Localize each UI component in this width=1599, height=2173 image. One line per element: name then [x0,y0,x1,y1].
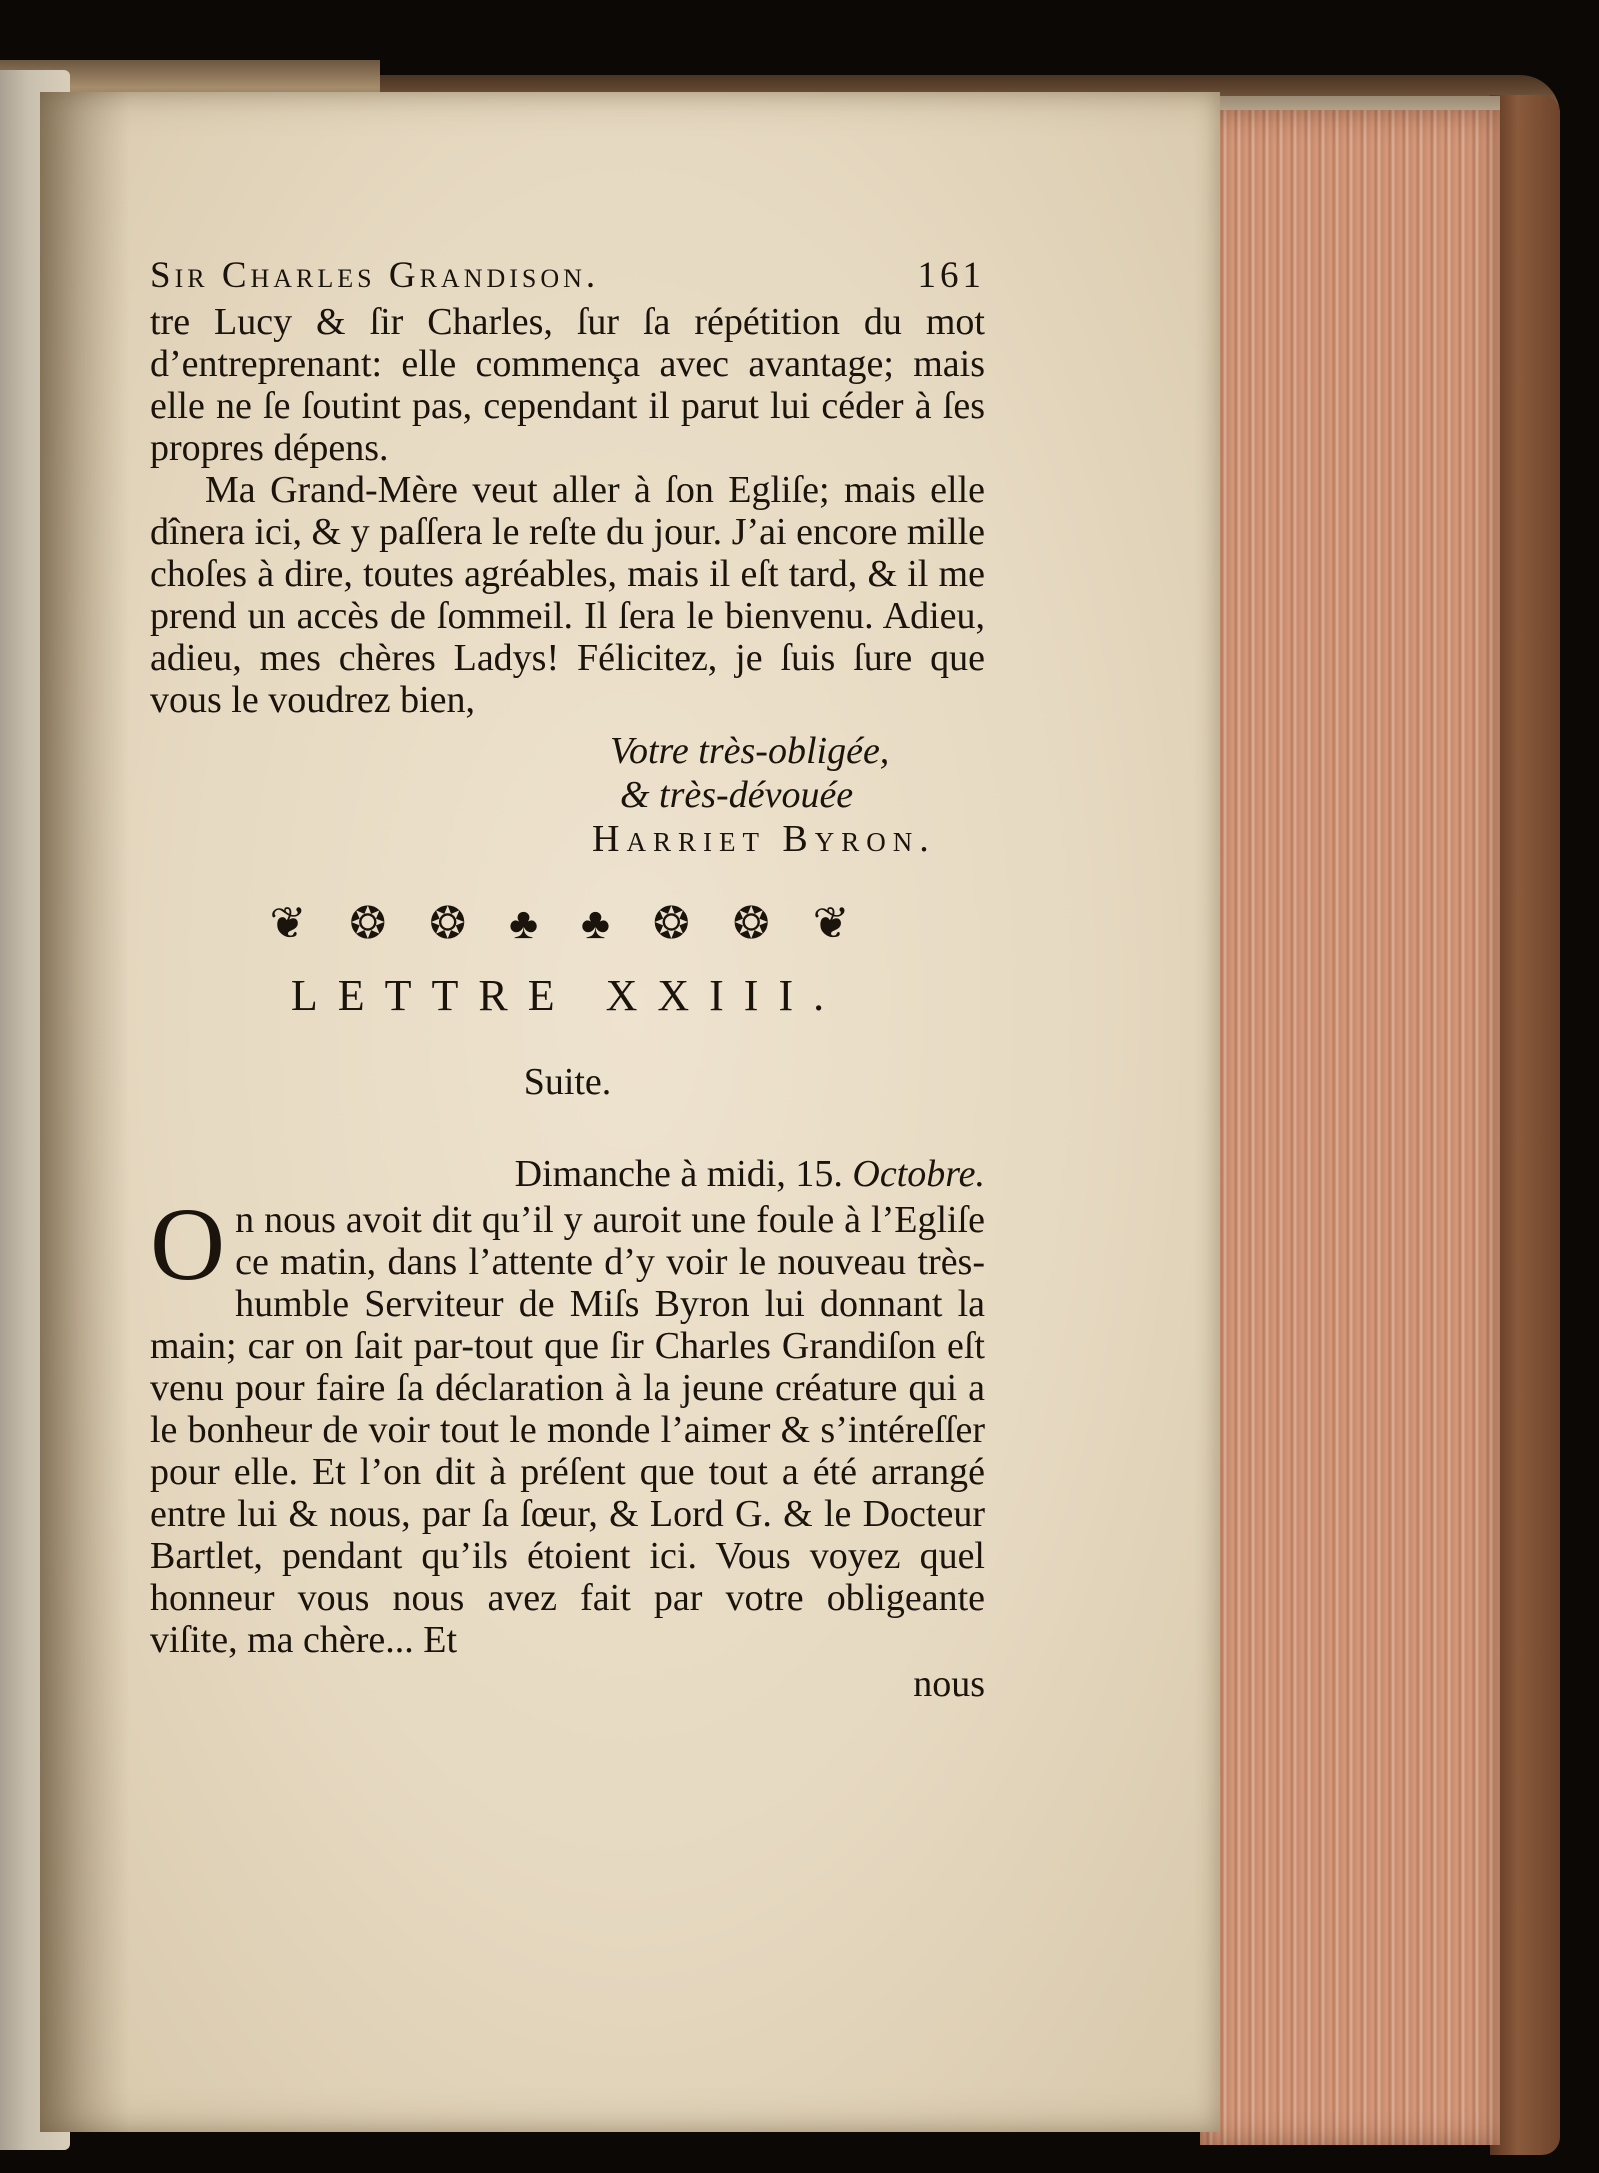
closing-line: & très-dévouée [620,774,854,816]
letter-subtitle: Suite. [523,1061,612,1103]
letter-closing [150,729,985,817]
drop-cap: O [150,1187,226,1302]
page-number: 161 [917,255,985,296]
gutter-shadow [40,92,130,2132]
dateline-month: Octobre. [852,1153,985,1195]
paragraph: Ma Grand-Mère veut aller à ſon Egliſe; mais elle dînera ici, & y paſſera le reſte du jour. J’ai encore mille choſes à dire, toutes agréables, mais il eſt tard, & il me prend un accès de ſommeil. Il ſera le bienvenu. Adieu, adieu, mes chères Ladys! Félicitez, je ſuis ſure que vous le voudrez bien, [150,469,985,721]
page-fore-edge [1200,110,1500,2145]
letter-body-text: n nous avoit dit qu’il y auroit une foule à l’Egliſe ce matin, dans l’attente d’y voir le nouveau très-humble Serviteur de Miſs Byron lui donnant la main; car on ſait par-tout que ſir Charles Grandiſon eſt venu pour faire ſa déclaration à la jeune créature qui a le bonheur de voir tout le monde l’aimer & s’intéreſſer pour elle. Et l’on dit à préſent que tout a été arrangé entre lui & nous, par ſa ſœur, & Lord G. & le Docteur Bartlet, pendant qu’ils étoient ici. Vous voyez quel honneur vous nous avez fait par votre obligeante viſite, ma chère... Et [150,1199,985,1661]
dateline-day: Dimanche à midi, 15. [514,1153,843,1195]
letter-body [150,1187,985,1661]
running-head-title: Sir Charles Grandison. [150,255,600,296]
closing-line: Votre très-obligée, [610,730,890,772]
printers-ornament-band: ❦ ❂ ❂ ♣ ♣ ❂ ❂ ❦ [269,899,866,948]
signature: Harriet Byron. [592,818,936,860]
page-text-block [150,255,985,1705]
paragraph: tre Lucy & ſir Charles, ſur ſa répétition du mot d’entreprenant: elle commença avec avantage; mais elle ne ſe ſoutint pas, cependant il parut lui céder à ſes propres dépens. [150,301,985,469]
dateline [150,1153,985,1195]
letter-title: LETTRE XXIII. [290,971,845,1020]
book-back-cover [1490,95,1560,2155]
catchword: nous [913,1663,985,1705]
running-head [150,255,985,297]
